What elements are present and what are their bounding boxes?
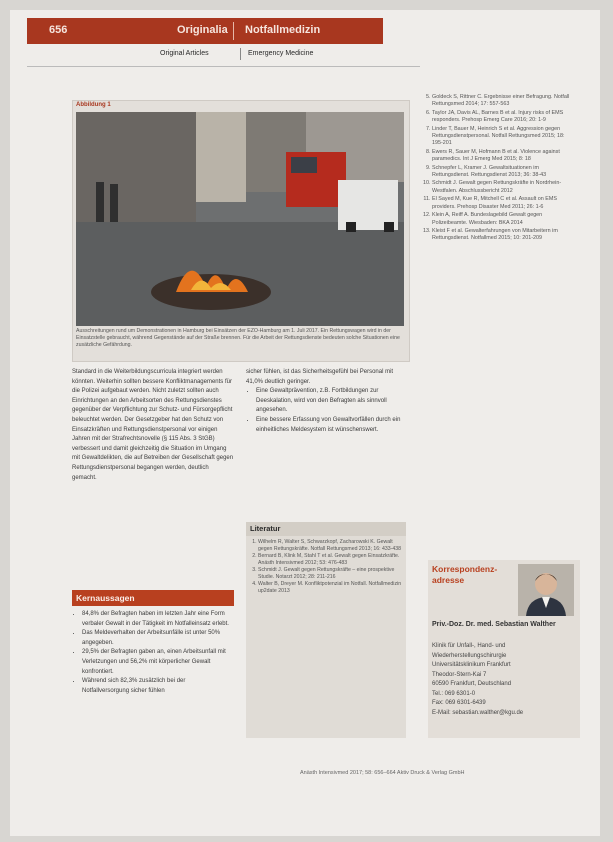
section-sub-label: Original Articles <box>160 50 209 57</box>
author-address <box>432 642 578 718</box>
literature-box <box>246 522 406 738</box>
figure-label: Abbildung 1 <box>76 102 111 108</box>
author-name: Priv.-Doz. Dr. med. Sebastian Walther <box>432 621 556 628</box>
keypoints-box <box>72 610 234 696</box>
address-line: Universitätsklinikum Frankfurt <box>432 662 511 668</box>
correspondence-heading: Korrespondenz-adresse <box>432 564 498 585</box>
reference-item: 7. Linder T, Bauer M, Heinrich S et al. Aggression gegen Rettungsdienstpersonal. Notfall Rettungsmed 2015; 18: 195-201 <box>432 126 570 148</box>
street-fire-photo <box>76 112 404 326</box>
page-footer: Anästh Intensivmed 2017; 58: 656–664 Aktiv Druck & Verlag GmbH <box>300 770 465 776</box>
literature-item: 4. Walter B, Dreyer M. Konfliktpotenzial im Notfall. Notfallmedizin up2date 2013 <box>258 581 406 595</box>
reference-item: 12. Klein A, Reiff A. Bundeslagebild Gewalt gegen Polizeibeamte. Wiesbaden: BKA 2014 <box>432 212 570 227</box>
figure-caption: Ausschreitungen rund um Demonstrationen in Hamburg bei Einsätzen der EZO-Hamburg am 1. Juli 2017. Ein Rettungswagen wird in der Einsatzstelle gebraucht, während Gegenstände auf der Straße brennen. Für die Arbeit der Rettungsdienste bedeuten solche Situationen eine zusätzliche Gefährdung. <box>76 328 400 348</box>
reference-item: 5. Goldeck S, Rittner C. Ergebnisse einer Befragung. Notfall Rettungsmed 2014; 17: 557-563 <box>432 94 570 109</box>
literature-item: 2. Bernard B, Klink M, Stahl T et al. Gewalt gegen Einsatzkräfte. Anästh Intensivmed 2012; 53: 476-483 <box>258 553 406 567</box>
header-rule <box>27 66 420 67</box>
keypoint-item: • 84,8% der Befragten haben im letzten Jahr eine Form verbaler Gewalt in der Tätigkeit im Notfalleinsatz erlebt. <box>82 610 234 629</box>
correspondence-box <box>428 560 580 738</box>
middle-bullet: • Eine bessere Erfassung von Gewaltvorfällen durch ein einheitliches Meldesystem ist wünschenswert. <box>256 416 406 435</box>
address-line: Fax: 069 6301-6439 <box>432 700 486 706</box>
address-line: 60590 Frankfurt, Deutschland <box>432 681 512 687</box>
section-label: Originalia <box>177 24 228 36</box>
keypoint-item: • Das Meldeverhalten der Arbeitsunfälle ist unter 50% angegeben. <box>82 629 234 648</box>
reference-list <box>420 94 570 244</box>
address-line: Tel.: 069 6301-0 <box>432 690 476 697</box>
author-photo <box>518 564 574 616</box>
reference-item: 9. Schnepfer L, Kramer J. Gewaltsituationen im Rettungsdienst. Rettungsdienst 2013; 36: 38-43 <box>432 165 570 180</box>
address-line: E-Mail: sebastian.walther@kgu.de <box>432 709 524 716</box>
sub-divider <box>240 48 241 60</box>
left-column <box>72 368 234 483</box>
reference-item: 10. Schmidt J. Gewalt gegen Rettungskräfte in Nordrhein-Westfalen. Abschlussbericht 2012 <box>432 180 570 195</box>
keypoint-item: • 29,5% der Befragten gaben an, einen Arbeitsunfall mit Verletzungen und 56,2% mit körperlicher Gewalt konfrontiert. <box>82 648 234 677</box>
reference-item: 8. Ewers R, Sauer M, Hofmann B et al. Violence against paramedics. Int J Emerg Med 2015; 8: 18 <box>432 149 570 164</box>
page-number: 656 <box>49 24 68 36</box>
reference-item: 13. Kleist F et al. Gewalterfahrungen von Mitarbeitern im Rettungsdienst. Notfallmed 2015; 10: 201-209 <box>432 228 570 243</box>
middle-bullet: • Eine Gewaltprävention, z.B. Fortbildungen zur Deeskalation, wird von den Befragten als sinnvoll angesehen. <box>256 387 406 416</box>
left-paragraph: Standard in die Weiterbildungscurricula integriert werden könnten. Weiterhin sollten bessere Konfliktmanagements für die Polizei aufgebaut werden. Nicht zuletzt sollten auch Einrichtungen an den Arbeitsorten des Rettungsdienstes gegenüber der Verpflichtung zur Schutz- und Fürsorgepflicht beleuchtet werden. Der Gesetzgeber hat den Schutz von Einsatzkräften und Rettungsdienstpersonal vor einigen Jahren mit der Strafrechtsnovelle (§ 115 Abs. 3 StGB) verbessert und damit gleichzeitig die Situation im Umgang mit Gewaltdelikten, die auf Betreiben der Gesellschaft gegen Rettungsdienstpersonal begangen werden, deutlich gemacht. <box>72 369 234 481</box>
header-bar <box>27 18 383 44</box>
literature-heading: Literatur <box>246 522 406 536</box>
address-line: Theodor-Stern-Kai 7 <box>432 671 487 678</box>
literature-item: 3. Schmidt J. Gewalt gegen Rettungskräfte – eine prospektive Studie. Notarzt 2012; 28: 211-216 <box>258 567 406 581</box>
keypoint-item: • Während sich 82,3% zusätzlich bei der Notfallversorgung sicher fühlen <box>82 677 234 696</box>
address-line: Klinik für Unfall-, Hand- und Wiederherstellungschirurgie <box>432 643 507 659</box>
reference-item: 6. Taylor JA, Davis AL, Barnes B et al. Injury risks of EMS responders. Prehosp Emerg Care 2016; 20: 1-9 <box>432 110 570 125</box>
header-divider <box>233 22 234 40</box>
keypoints-heading: Kernaussagen <box>72 590 234 606</box>
literature-item: 1. Wilhelm R, Walter S, Schwarzkopf, Zacharowski K. Gewalt gegen Rettungskräfte. Notfall Rettungsmed 2013; 16: 433-438 <box>258 539 406 553</box>
middle-column <box>246 368 406 435</box>
topic-sub-label: Emergency Medicine <box>248 50 314 57</box>
topic-label: Notfallmedizin <box>245 24 321 36</box>
middle-paragraph: sicher fühlen, ist das Sicherheitsgefühl bei Personal mit 41,0% deutlich geringer. <box>246 369 394 385</box>
avatar-icon <box>518 564 574 616</box>
reference-item: 11. El Sayed M, Kue R, Mitchell C et al. Assault on EMS providers. Prehosp Disaster Med 2011; 26: 1-6 <box>432 196 570 211</box>
